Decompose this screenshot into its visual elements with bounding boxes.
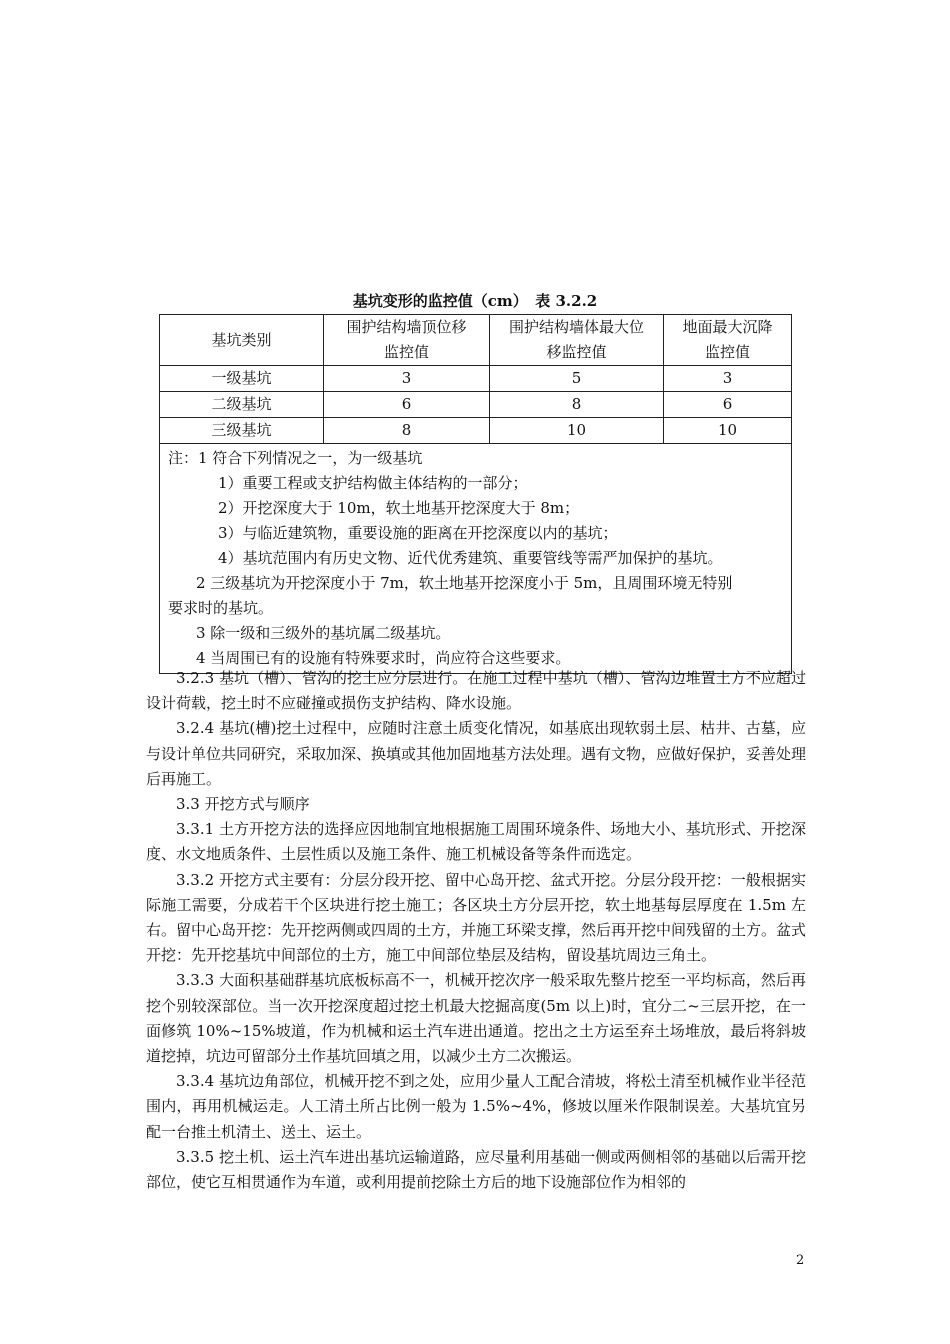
table-row: [160, 366, 792, 392]
note-line: 4 当周围已有的设施有特殊要求时，尚应符合这些要求。: [196, 649, 571, 667]
monitoring-table: [159, 314, 792, 674]
note-line: 2 三级基坑为开挖深度小于 7m，软土地基开挖深度小于 5m，且周围环境无特别: [196, 574, 733, 592]
header-text: 监控值: [704, 343, 750, 361]
table-notes-row: [160, 444, 792, 674]
section-heading: 3.3 开挖方式与顺序: [176, 795, 310, 814]
header-text: 监控值: [383, 343, 429, 361]
table-row: [160, 418, 792, 444]
note-line: 3）与临近建筑物，重要设施的距离在开挖深度以内的基坑；: [218, 524, 618, 542]
table-cell: 二级基坑: [160, 392, 324, 418]
table-cell: 10: [664, 418, 792, 444]
body-text: [146, 666, 806, 1195]
header-text: 移监控值: [546, 343, 607, 361]
paragraph: 3.3.5 挖土机、运土汽车进出基坑运输道路，应尽量利用基础一侧或两侧相邻的基础以后需开挖部位，使它互相贯通作为车道，或利用提前挖除土方后的地下设施部位作为相邻的: [146, 1147, 806, 1192]
table-cell: 3: [324, 366, 490, 392]
table-cell: 6: [664, 392, 792, 418]
header-cell: [490, 315, 664, 366]
table-cell: 10: [490, 418, 664, 444]
table-cell: 8: [324, 418, 490, 444]
header-text: 基坑类别: [211, 330, 272, 349]
note-line: 1）重要工程或支护结构做主体结构的一部分；: [218, 474, 528, 492]
paragraph: 3.3.1 土方开挖方法的选择应因地制宜地根据施工周围环境条件、场地大小、基坑形式、开挖深度、水文地质条件、土层性质以及施工条件、施工机械设备等条件而选定。: [146, 820, 806, 864]
table-row: [160, 392, 792, 418]
header-cell: [664, 315, 792, 366]
header-text: 地面最大沉降: [682, 318, 773, 336]
table-cell: 一级基坑: [160, 366, 324, 392]
note-line: 要求时的基坑。: [168, 599, 274, 617]
paragraph: 3.3.2 开挖方式主要有：分层分段开挖、留中心岛开挖、盆式开挖。分层分段开挖：一般根据实际施工需要，分成若干个区块进行挖土施工；各区块土方分层开挖，软土地基每层厚度在 1.5m 左右。留中心岛开挖：先开挖两侧或四周的土方，并施工环梁支撑，然后再开挖中间残留的土方。盆式开挖：先开挖基坑中间部位的土方，施工中间部位垫层及结构，留设基坑周边三角土。: [146, 870, 807, 965]
table-cell: 8: [490, 392, 664, 418]
table-cell: 3: [664, 366, 792, 392]
note-line: 注：1 符合下列情况之一，为一级基坑: [168, 449, 423, 467]
paragraph: 3.3.4 基坑边角部位，机械开挖不到之处，应用少量人工配合清坡，将松土清至机械作业半径范围内，再用机械运走。人工清土所占比例一般为 1.5%~4%，修坡以厘米作限制误差。大基坑宜另配一台推土机清土、送土、运土。: [146, 1072, 806, 1141]
paragraph: 3.2.4 基坑(槽)挖土过程中，应随时注意土质变化情况，如基底出现软弱土层、枯井、古墓，应与设计单位共同研究，采取加深、换填或其他加固地基方法处理。遇有文物，应做好保护，妥善处理后再施工。: [146, 719, 807, 788]
paragraph: 3.3.3 大面积基础群基坑底板标高不一，机械开挖次序一般采取先整片挖至一平均标高，然后再挖个别较深部位。当一次开挖深度超过挖土机最大挖掘高度(5m 以上)时，宜分二~三层开挖，在一面修筑 10%~15%坡道，作为机械和运土汽车进出通道。挖出之土方运至弃土场堆放，最后将斜坡道挖掉，坑边可留部分土作基坑回填之用，以减少土方二次搬运。: [146, 971, 806, 1066]
note-line: 4）基坑范围内有历史文物、近代优秀建筑、重要管线等需严加保护的基坑。: [218, 549, 723, 567]
note-line: 2）开挖深度大于 10m，软土地基开挖深度大于 8m；: [218, 499, 580, 517]
header-text: 围护结构墙体最大位: [508, 318, 644, 336]
header-text: 围护结构墙顶位移: [346, 318, 467, 336]
note-line: 3 除一级和三级外的基坑属二级基坑。: [196, 624, 451, 642]
table-header-row: [160, 315, 792, 366]
table-cell: 5: [490, 366, 664, 392]
table-notes: [160, 444, 792, 674]
header-cell: [324, 315, 490, 366]
page-number: 2: [796, 1253, 805, 1268]
table-caption: 基坑变形的监控值（cm） 表 3.2.2: [352, 292, 598, 310]
table-cell: 6: [324, 392, 490, 418]
header-cell: [160, 315, 324, 366]
paragraph: 3.2.3 基坑（槽）、管沟的挖土应分层进行。在施工过程中基坑（槽）、管沟边堆置土方不应超过设计荷载，挖土时不应碰撞或损伤支护结构、降水设施。: [146, 669, 806, 713]
table-cell: 三级基坑: [160, 418, 324, 444]
